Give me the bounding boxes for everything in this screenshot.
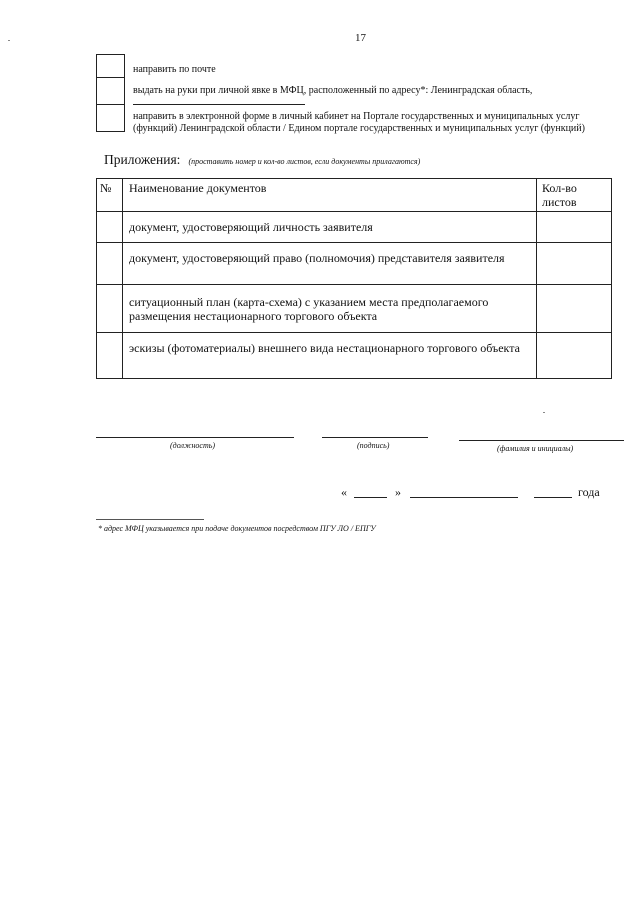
date-close-quote: » xyxy=(395,485,401,499)
date-month-line[interactable] xyxy=(410,497,518,498)
table-header-row xyxy=(97,179,612,212)
table-row xyxy=(97,285,612,333)
table-row xyxy=(97,212,612,243)
row-number-cell xyxy=(97,285,123,333)
mfc-address-line[interactable] xyxy=(133,104,305,105)
date-year-line[interactable] xyxy=(534,497,572,498)
date-year-word: года xyxy=(578,485,600,499)
row-qty-cell[interactable] xyxy=(537,212,612,243)
name-caption: (фамилия и инициалы) xyxy=(497,444,574,453)
row-number-cell xyxy=(97,333,123,379)
header-name: Наименование документов xyxy=(123,179,537,212)
table-row xyxy=(97,333,612,379)
delivery-checkbox-group[interactable] xyxy=(96,54,125,132)
row-number-cell xyxy=(97,243,123,285)
scan-mark xyxy=(8,40,10,41)
delivery-option-electronic-line1: направить в электронной форме в личный кабинет на Портале государственных и муниципальных услуг xyxy=(133,111,580,122)
row-document-name: документ, удостоверяющий право (полномочия) представителя заявителя xyxy=(123,243,537,285)
date-day-line[interactable] xyxy=(354,497,387,498)
documents-table xyxy=(96,178,612,379)
footnote-separator xyxy=(96,519,204,520)
attachments-note: (проставить номер и кол-во листов, если документы прилагаются) xyxy=(188,157,421,166)
attachments-heading xyxy=(104,151,420,169)
row-document-name: документ, удостоверяющий личность заявителя xyxy=(123,212,537,243)
row-document-name: эскизы (фотоматериалы) внешнего вида нестационарного торгового объекта xyxy=(123,333,537,379)
delivery-option-electronic xyxy=(133,111,585,135)
row-document-name: ситуационный план (карта-схема) с указанием места предполагаемого размещения нестационарного торгового объекта xyxy=(123,285,537,333)
attachments-title: Приложения: xyxy=(104,152,181,167)
row-qty-cell[interactable] xyxy=(537,285,612,333)
page-number: 17 xyxy=(355,32,366,44)
position-line[interactable] xyxy=(96,437,294,438)
date-open-quote: « xyxy=(341,485,347,499)
scan-mark xyxy=(543,412,545,413)
signature-caption: (подпись) xyxy=(357,441,390,450)
header-number: № xyxy=(97,179,123,212)
row-qty-cell[interactable] xyxy=(537,243,612,285)
signature-line[interactable] xyxy=(322,437,428,438)
checkbox-divider xyxy=(97,104,124,105)
checkbox-divider xyxy=(97,77,124,78)
header-qty-line1: Кол-во xyxy=(542,181,577,195)
delivery-option-mail: направить по почте xyxy=(133,64,216,75)
footnote: * адрес МФЦ указывается при подаче документов посредством ПГУ ЛО / ЕПГУ xyxy=(98,524,376,533)
table-row xyxy=(97,243,612,285)
header-qty-line2: листов xyxy=(542,195,577,209)
row-number-cell xyxy=(97,212,123,243)
delivery-option-mfc: выдать на руки при личной явке в МФЦ, расположенный по адресу*: Ленинградская область, xyxy=(133,85,533,96)
name-line[interactable] xyxy=(459,440,624,441)
position-caption: (должность) xyxy=(170,441,216,450)
row-qty-cell[interactable] xyxy=(537,333,612,379)
delivery-option-electronic-line2: (функций) Ленинградской области / Едином портале государственных и муниципальных услуг (функций) xyxy=(133,123,585,134)
header-qty xyxy=(537,179,612,212)
